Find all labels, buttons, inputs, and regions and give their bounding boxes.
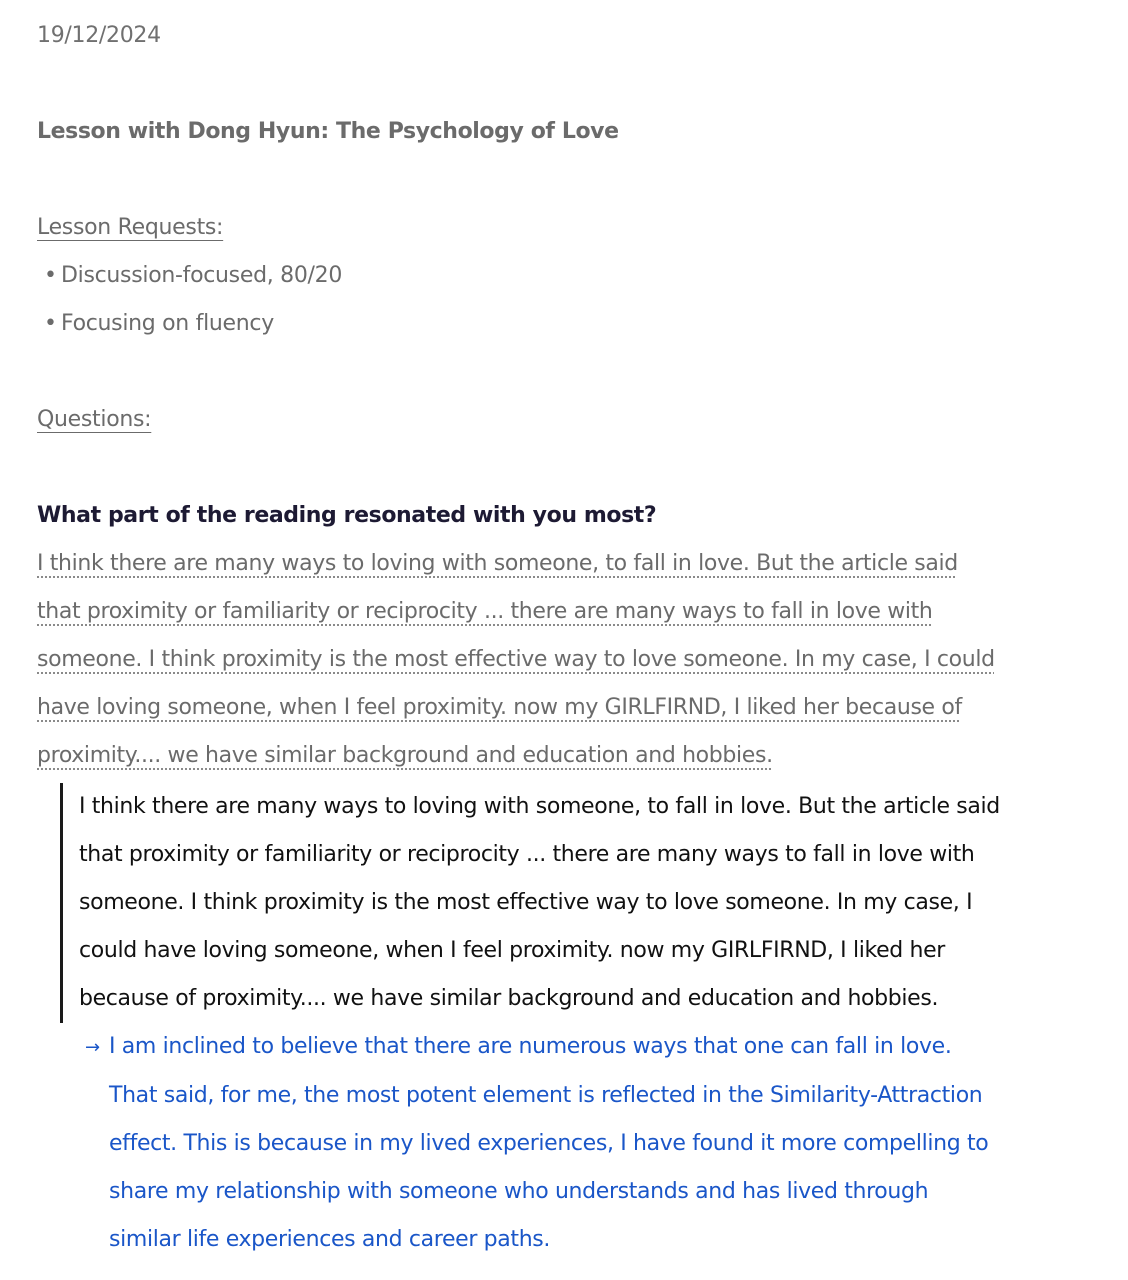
correction-line: similar life experiences and career paths.: [109, 1227, 551, 1252]
correction-line: [85, 1023, 1085, 1072]
quote-line: could have loving someone, when I feel proximity. now my GIRLFIRND, I liked her: [79, 938, 946, 963]
answer-blockquote: [60, 783, 1090, 1023]
answer-line: [37, 684, 1077, 732]
questions-heading: Questions:: [37, 407, 152, 432]
answer-line: [37, 540, 1077, 588]
quote-line: I think there are many ways to loving with someone, to fall in love. But the article said: [79, 794, 1000, 819]
quote-line: someone. I think proximity is the most effective way to love someone. In my case, I: [79, 890, 973, 915]
answer-line: [37, 636, 1077, 684]
lesson-title: Lesson with Dong Hyun: The Psychology of Love: [37, 119, 619, 144]
lesson-request-item: [44, 300, 274, 348]
lesson-request-text: Discussion-focused, 80/20: [61, 263, 343, 288]
lesson-requests-heading: Lesson Requests:: [37, 215, 224, 240]
correction-line: share my relationship with someone who understands and has lived through: [109, 1179, 929, 1204]
answer-line: [37, 732, 1077, 780]
answer-line-text: that proximity or familiarity or reciprocity ... there are many ways to fall in love with: [37, 599, 933, 624]
answer-line-text: I think there are many ways to loving with someone, to fall in love. But the article said: [37, 551, 958, 576]
arrow-right-icon: →: [85, 1037, 100, 1058]
teacher-correction: [85, 1023, 1085, 1264]
lesson-request-text: Focusing on fluency: [61, 311, 274, 336]
student-answer: [37, 540, 1077, 780]
quote-line: because of proximity.... we have similar background and education and hobbies.: [79, 986, 939, 1011]
lesson-request-item: [44, 252, 342, 300]
answer-line-text: proximity.... we have similar background and education and hobbies.: [37, 743, 773, 768]
lesson-date: 19/12/2024: [37, 23, 161, 48]
bullet-icon: •: [44, 311, 57, 336]
answer-line-text: someone. I think proximity is the most effective way to love someone. In my case, I could: [37, 647, 995, 672]
correction-line: effect. This is because in my lived experiences, I have found it more compelling to: [109, 1131, 989, 1156]
quote-line: that proximity or familiarity or reciprocity ... there are many ways to fall in love with: [79, 842, 975, 867]
answer-line: [37, 588, 1077, 636]
answer-line-text: have loving someone, when I feel proximity. now my GIRLFIRND, I liked her because of: [37, 695, 962, 720]
correction-line-text: I am inclined to believe that there are numerous ways that one can fall in love.: [109, 1034, 952, 1059]
correction-line: That said, for me, the most potent element is reflected in the Similarity-Attraction: [109, 1083, 983, 1108]
bullet-icon: •: [44, 263, 57, 288]
question-text: What part of the reading resonated with you most?: [37, 503, 657, 528]
